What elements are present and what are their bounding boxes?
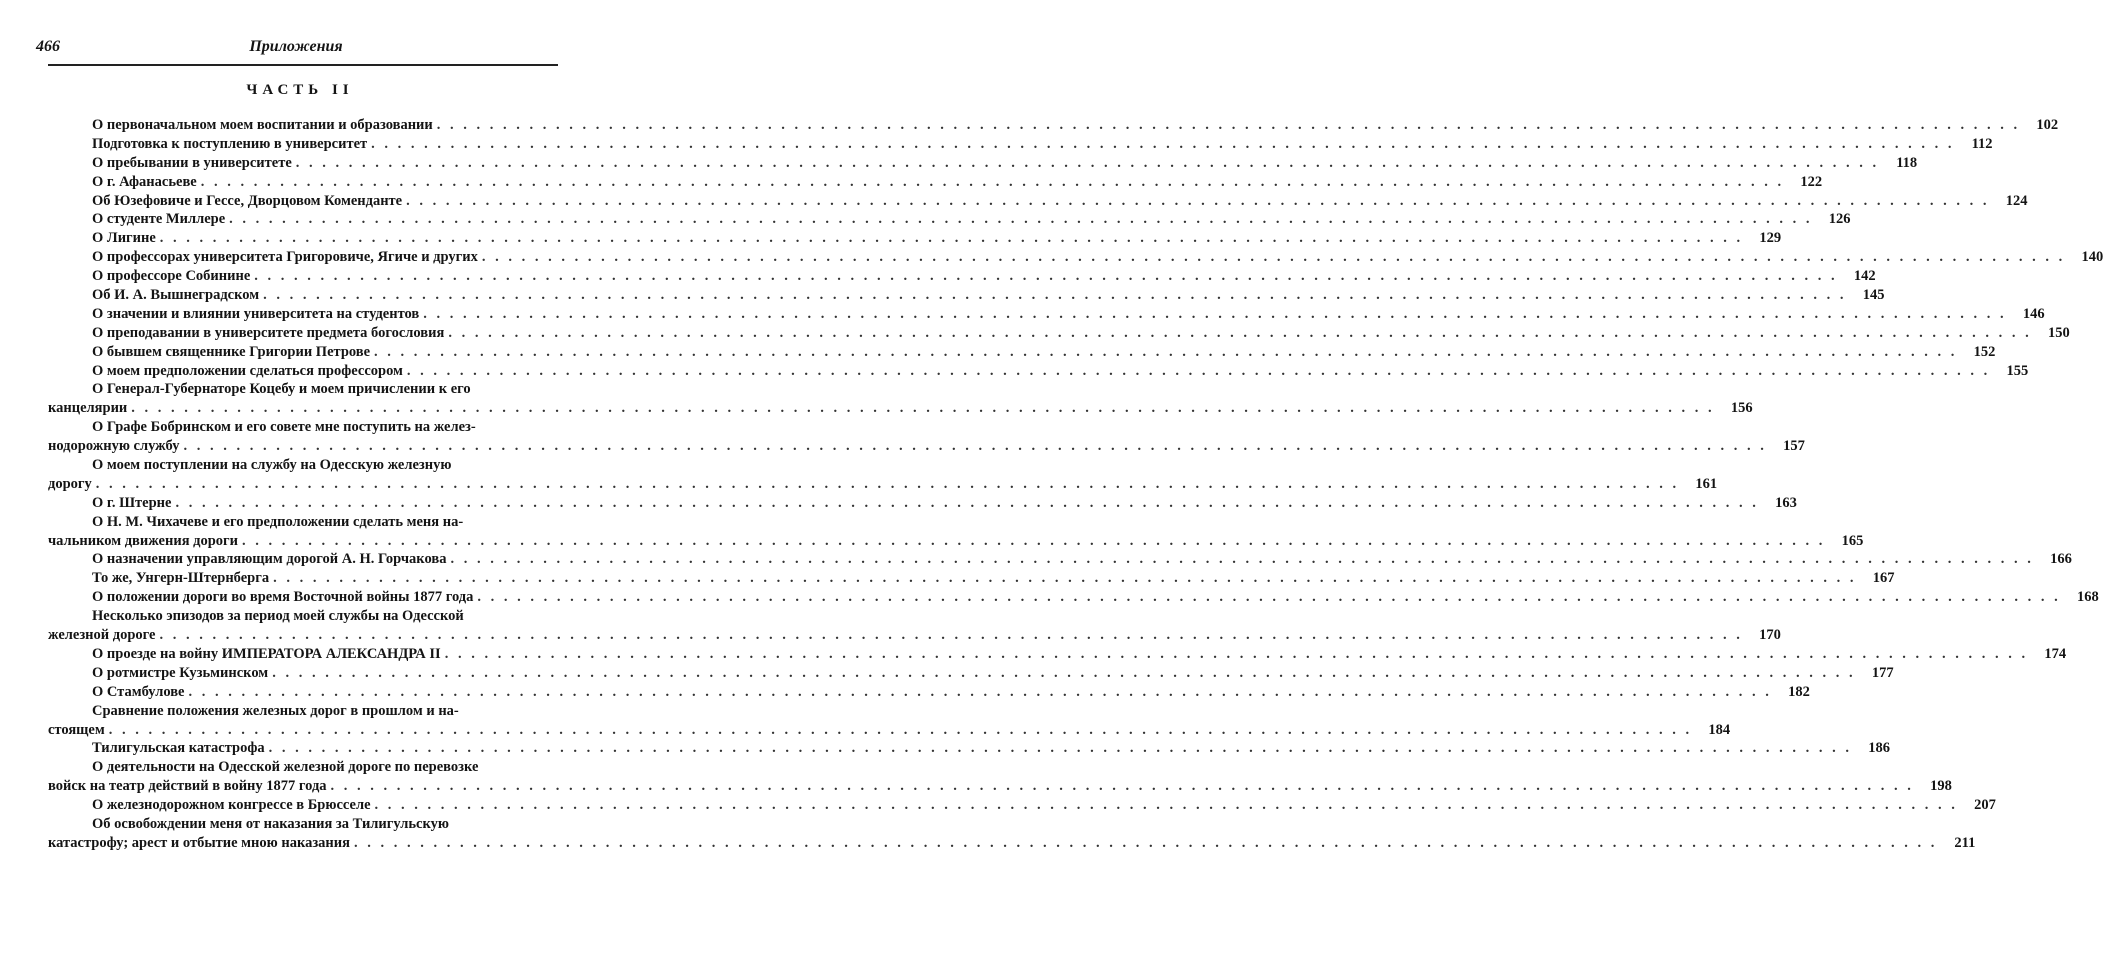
toc-entry — [48, 286, 1885, 305]
dot-leader: . . . . . . . . . . . . . . . . . . . . . . . . . . . . . . . . . . . . . . . . . . . . . . . . . . . . . . . . . . . . . . . . . . . . . . . . . . . . . . . . . . . . . . . . . . . . . . . . . . . . . . . . . . . . . . . . . . . . . . . . — [159, 627, 1743, 644]
toc-entry — [48, 758, 1952, 796]
toc-entry-title: О Графе Бобринском и его совете мне поступить на желез- — [92, 419, 476, 436]
dot-leader: . . . . . . . . . . . . . . . . . . . . . . . . . . . . . . . . . . . . . . . . . . . . . . . . . . . . . . . . . . . . . . . . . . . . . . . . . . . . . . . . . . . . . . . . . . . . . . . . . . . . . . . . . . . . . . . . . . . . . . . . — [374, 343, 1958, 360]
toc-entry-page: 167 — [1872, 570, 1895, 587]
dot-leader: . . . . . . . . . . . . . . . . . . . . . . . . . . . . . . . . . . . . . . . . . . . . . . . . . . . . . . . . . . . . . . . . . . . . . . . . . . . . . . . . . . . . . . . . . . . . . . . . . . . . . . . . . . . . . . . . . . . . . . . . — [159, 230, 1744, 247]
toc-entry-title: О преподавании в университете предмета богословия — [92, 324, 445, 341]
toc-entry — [48, 645, 2067, 664]
toc-entry — [48, 324, 2070, 343]
toc-entry-title: Сравнение положения железных дорог в прошлом и на- — [92, 702, 459, 719]
part-title: ЧАСТЬ II — [246, 82, 354, 98]
toc-entry — [48, 607, 1781, 645]
dot-leader: . . . . . . . . . . . . . . . . . . . . . . . . . . . . . . . . . . . . . . . . . . . . . . . . . . . . . . . . . . . . . . . . . . . . . . . . . . . . . . . . . . . . . . . . . . . . . . . . . . . . . . . . . . . . . . . . . . . . . . . . — [444, 645, 2029, 662]
toc-entry — [48, 588, 2099, 607]
toc-entry-page: 184 — [1708, 721, 1731, 738]
dot-leader: . . . . . . . . . . . . . . . . . . . . . . . . . . . . . . . . . . . . . . . . . . . . . . . . . . . . . . . . . . . . . . . . . . . . . . . . . . . . . . . . . . . . . . . . . . . . . . . . . . . . . . . . . . . . . . . . . . . . . . . . — [295, 154, 1880, 171]
page-number: 466 — [36, 38, 60, 55]
dot-leader: . . . . . . . . . . . . . . . . . . . . . . . . . . . . . . . . . . . . . . . . . . . . . . . . . . . . . . . . . . . . . . . . . . . . . . . . . . . . . . . . . . . . . . . . . . . . . . . . . . . . . . . . . . . . . . . . . . . . . . . . — [406, 362, 1991, 379]
toc-entry-page: 142 — [1853, 268, 1876, 285]
dot-leader: . . . . . . . . . . . . . . . . . . . . . . . . . . . . . . . . . . . . . . . . . . . . . . . . . . . . . . . . . . . . . . . . . . . . . . . . . . . . . . . . . . . . . . . . . . . . . . . . . . . . . . . . . . . . . . . . . . . . . . . . — [229, 211, 1813, 228]
toc-entry — [48, 550, 2072, 569]
toc-entry-page: 118 — [1896, 154, 1918, 171]
dot-leader: . . . . . . . . . . . . . . . . . . . . . . . . . . . . . . . . . . . . . . . . . . . . . . . . . . . . . . . . . . . . . . . . . . . . . . . . . . . . . . . . . . . . . . . . . . . . . . . . . . . . . . . . . . . . . . . . . . . . . . . . — [188, 683, 1772, 700]
dot-leader: . . . . . . . . . . . . . . . . . . . . . . . . . . . . . . . . . . . . . . . . . . . . . . . . . . . . . . . . . . . . . . . . . . . . . . . . . . . . . . . . . . . . . . . . . . . . . . . . . . . . . . . . . . . . . . . . . . . . . . . . — [371, 135, 1955, 152]
toc-entry-page: 163 — [1775, 494, 1797, 511]
dot-leader: . . . . . . . . . . . . . . . . . . . . . . . . . . . . . . . . . . . . . . . . . . . . . . . . . . . . . . . . . . . . . . . . . . . . . . . . . . . . . . . . . . . . . . . . . . . . . . . . . . . . . . . . . . . . . . . . . . . . . . . . — [450, 551, 2034, 568]
toc-entry — [48, 815, 1976, 853]
dot-leader: . . . . . . . . . . . . . . . . . . . . . . . . . . . . . . . . . . . . . . . . . . . . . . . . . . . . . . . . . . . . . . . . . . . . . . . . . . . . . . . . . . . . . . . . . . . . . . . . . . . . . . . . . . . . . . . . . . . . . . . . — [436, 117, 2021, 133]
toc-entry-page: 198 — [1930, 778, 1952, 795]
toc-entry-title: канцелярии — [48, 400, 128, 417]
toc-entry — [48, 173, 1823, 192]
toc-entry-title: О студенте Миллере — [92, 211, 226, 228]
toc-entry — [48, 380, 1753, 418]
toc-entry — [48, 135, 1993, 154]
toc-entry-page: 140 — [2081, 249, 2103, 266]
toc-entry-title: О моем поступлении на службу на Одесскую железную — [92, 457, 452, 474]
dot-leader: . . . . . . . . . . . . . . . . . . . . . . . . . . . . . . . . . . . . . . . . . . . . . . . . . . . . . . . . . . . . . . . . . . . . . . . . . . . . . . . . . . . . . . . . . . . . . . . . . . . . . . . . . . . . . . . . . . . . . . . . — [272, 664, 1856, 681]
toc-entry-title: О проезде на войну ИМПЕРАТОРА АЛЕКСАНДРА II — [92, 645, 441, 662]
running-title: Приложения — [249, 38, 343, 55]
toc-entry-page: 177 — [1871, 664, 1894, 681]
toc-entry-title: О профессорах университета Григоровиче, Ягиче и других — [92, 249, 478, 266]
toc-entry — [48, 248, 2103, 267]
toc-entry — [48, 305, 2045, 324]
toc-entry — [48, 739, 1890, 758]
toc-entry-title: О деятельности на Одесской железной дороге по перевозке — [92, 759, 479, 776]
toc-entry-title: чальником движения дороги — [48, 532, 239, 549]
dot-leader: . . . . . . . . . . . . . . . . . . . . . . . . . . . . . . . . . . . . . . . . . . . . . . . . . . . . . . . . . . . . . . . . . . . . . . . . . . . . . . . . . . . . . . . . . . . . . . . . . . . . . . . . . . . . . . . . . . . . . . . . — [108, 721, 1693, 738]
toc-entry-title: О моем предположении сделаться профессором — [92, 362, 403, 379]
toc-entry — [48, 664, 1894, 683]
toc-entry-title: О положении дороги во время Восточной войны 1877 года — [92, 589, 474, 606]
toc-entry-page: 112 — [1971, 135, 1993, 152]
dot-leader: . . . . . . . . . . . . . . . . . . . . . . . . . . . . . . . . . . . . . . . . . . . . . . . . . . . . . . . . . . . . . . . . . . . . . . . . . . . . . . . . . . . . . . . . . . . . . . . . . . . . . . . . . . . . . . . . . . . . . . . . — [254, 268, 1838, 285]
dot-leader: . . . . . . . . . . . . . . . . . . . . . . . . . . . . . . . . . . . . . . . . . . . . . . . . . . . . . . . . . . . . . . . . . . . . . . . . . . . . . . . . . . . . . . . . . . . . . . . . . . . . . . . . . . . . . . . . . . . . . . . . — [330, 778, 1914, 795]
toc-entry-title: О профессоре Собинине — [92, 268, 251, 285]
dot-leader: . . . . . . . . . . . . . . . . . . . . . . . . . . . . . . . . . . . . . . . . . . . . . . . . . . . . . . . . . . . . . . . . . . . . . . . . . . . . . . . . . . . . . . . . . . . . . . . . . . . . . . . . . . . . . . . . . . . . . . . . — [263, 287, 1847, 304]
toc-entry-title: То же, Унгерн-Штернберга — [92, 570, 270, 587]
toc-entry-title: О назначении управляющим дорогой А. Н. Горчакова — [92, 551, 447, 568]
toc-entry-page: 170 — [1759, 627, 1781, 644]
toc-entry — [48, 154, 1918, 173]
dot-leader: . . . . . . . . . . . . . . . . . . . . . . . . . . . . . . . . . . . . . . . . . . . . . . . . . . . . . . . . . . . . . . . . . . . . . . . . . . . . . . . . . . . . . . . . . . . . . . . . . . . . . . . . . . . . . . . . . . . . . . . . — [183, 438, 1767, 455]
toc-entry-title: Тилигульская катастрофа — [92, 740, 265, 757]
toc-entry — [48, 494, 1797, 513]
dot-leader: . . . . . . . . . . . . . . . . . . . . . . . . . . . . . . . . . . . . . . . . . . . . . . . . . . . . . . . . . . . . . . . . . . . . . . . . . . . . . . . . . . . . . . . . . . . . . . . . . . . . . . . . . . . . . . . . . . . . . . . . — [273, 570, 1857, 587]
toc-entry-title: О пребывании в университете — [92, 154, 292, 171]
dot-leader: . . . . . . . . . . . . . . . . . . . . . . . . . . . . . . . . . . . . . . . . . . . . . . . . . . . . . . . . . . . . . . . . . . . . . . . . . . . . . . . . . . . . . . . . . . . . . . . . . . . . . . . . . . . . . . . . . . . . . . . . — [268, 740, 1852, 757]
toc-entry-page: 102 — [2036, 117, 2059, 133]
dot-leader: . . . . . . . . . . . . . . . . . . . . . . . . . . . . . . . . . . . . . . . . . . . . . . . . . . . . . . . . . . . . . . . . . . . . . . . . . . . . . . . . . . . . . . . . . . . . . . . . . . . . . . . . . . . . . . . . . . . . . . . . — [242, 532, 1826, 549]
toc-entry-page: 166 — [2050, 551, 2072, 568]
toc-entry-title: катастрофу; арест и отбытие мною наказания — [48, 834, 350, 851]
header-rule — [48, 64, 558, 66]
toc-entry-page: 211 — [1954, 834, 1976, 851]
toc-entry-page: 165 — [1841, 532, 1864, 549]
dot-leader: . . . . . . . . . . . . . . . . . . . . . . . . . . . . . . . . . . . . . . . . . . . . . . . . . . . . . . . . . . . . . . . . . . . . . . . . . . . . . . . . . . . . . . . . . . . . . . . . . . . . . . . . . . . . . . . . . . . . . . . . — [406, 192, 1990, 209]
toc-entry-title: О первоначальном моем воспитании и образовании — [92, 117, 433, 133]
dot-leader: . . . . . . . . . . . . . . . . . . . . . . . . . . . . . . . . . . . . . . . . . . . . . . . . . . . . . . . . . . . . . . . . . . . . . . . . . . . . . . . . . . . . . . . . . . . . . . . . . . . . . . . . . . . . . . . . . . . . . . . . — [423, 305, 2007, 322]
toc-entry — [48, 683, 1810, 702]
toc-entry-title: Подготовка к поступлению в университет — [92, 135, 368, 152]
toc-entry-title: Об освобождении меня от наказания за Тилигульскую — [92, 815, 449, 832]
toc-entry — [48, 210, 1851, 229]
toc-entry-page: 156 — [1730, 400, 1753, 417]
toc-entry-page: 152 — [1973, 343, 1996, 360]
toc-entry-title: О железнодорожном конгрессе в Брюсселе — [92, 797, 371, 814]
dot-leader: . . . . . . . . . . . . . . . . . . . . . . . . . . . . . . . . . . . . . . . . . . . . . . . . . . . . . . . . . . . . . . . . . . . . . . . . . . . . . . . . . . . . . . . . . . . . . . . . . . . . . . . . . . . . . . . . . . . . . . . . — [448, 324, 2032, 341]
toc-entry-title: Об И. А. Вышнеградском — [92, 287, 260, 304]
toc-entry-title: О г. Афанасьеве — [92, 173, 197, 190]
toc-entry-page: 122 — [1800, 173, 1823, 190]
toc-entry — [48, 116, 2059, 135]
toc-entry-title: О Лигине — [92, 230, 156, 247]
toc-entry-title: О Стамбулове — [92, 683, 185, 700]
toc-entry-title: О бывшем священнике Григории Петрове — [92, 343, 371, 360]
dot-leader: . . . . . . . . . . . . . . . . . . . . . . . . . . . . . . . . . . . . . . . . . . . . . . . . . . . . . . . . . . . . . . . . . . . . . . . . . . . . . . . . . . . . . . . . . . . . . . . . . . . . . . . . . . . . . . . . . . . . . . . . — [95, 475, 1680, 492]
toc-entry-title: О Н. М. Чихачеве и его предположении сделать меня на- — [92, 513, 464, 530]
toc-entry-page: 150 — [2047, 324, 2070, 341]
toc-entry-page: 155 — [2006, 362, 2029, 379]
dot-leader: . . . . . . . . . . . . . . . . . . . . . . . . . . . . . . . . . . . . . . . . . . . . . . . . . . . . . . . . . . . . . . . . . . . . . . . . . . . . . . . . . . . . . . . . . . . . . . . . . . . . . . . . . . . . . . . . . . . . . . . . — [175, 494, 1759, 511]
toc-entry — [48, 343, 1996, 362]
toc-entry-page: 182 — [1788, 683, 1810, 700]
toc-entry-title: войск на театр действий в войну 1877 года — [48, 778, 327, 795]
toc-entry-title: железной дороге — [48, 627, 156, 644]
dot-leader: . . . . . . . . . . . . . . . . . . . . . . . . . . . . . . . . . . . . . . . . . . . . . . . . . . . . . . . . . . . . . . . . . . . . . . . . . . . . . . . . . . . . . . . . . . . . . . . . . . . . . . . . . . . . . . . . . . . . . . . . — [353, 834, 1938, 851]
toc-entry — [48, 267, 1876, 286]
toc-entry-title: нодорожную службу — [48, 438, 180, 455]
toc-entry-title: О значении и влиянии университета на студентов — [92, 305, 420, 322]
toc-entry-page: 174 — [2044, 645, 2067, 662]
toc-entry-title: О г. Штерне — [92, 494, 172, 511]
toc-entry-page: 168 — [2077, 589, 2099, 606]
dot-leader: . . . . . . . . . . . . . . . . . . . . . . . . . . . . . . . . . . . . . . . . . . . . . . . . . . . . . . . . . . . . . . . . . . . . . . . . . . . . . . . . . . . . . . . . . . . . . . . . . . . . . . . . . . . . . . . . . . . . . . . . — [131, 400, 1715, 417]
dot-leader: . . . . . . . . . . . . . . . . . . . . . . . . . . . . . . . . . . . . . . . . . . . . . . . . . . . . . . . . . . . . . . . . . . . . . . . . . . . . . . . . . . . . . . . . . . . . . . . . . . . . . . . . . . . . . . . . . . . . . . . . — [477, 589, 2061, 606]
toc-entry — [48, 796, 1996, 815]
toc-entry-title: дорогу — [48, 475, 92, 492]
toc-entry-title: О Генерал-Губернаторе Коцебу и моем причислении к его — [92, 381, 471, 398]
page-header — [36, 38, 556, 60]
table-of-contents — [48, 116, 2103, 853]
toc-entry-page: 186 — [1868, 740, 1890, 757]
toc-entry — [48, 192, 2028, 211]
dot-leader: . . . . . . . . . . . . . . . . . . . . . . . . . . . . . . . . . . . . . . . . . . . . . . . . . . . . . . . . . . . . . . . . . . . . . . . . . . . . . . . . . . . . . . . . . . . . . . . . . . . . . . . . . . . . . . . . . . . . . . . . — [374, 797, 1958, 814]
toc-entry-page: 124 — [2005, 192, 2028, 209]
toc-entry-title: стоящем — [48, 721, 105, 738]
toc-entry-page: 157 — [1783, 438, 1805, 455]
toc-entry — [48, 418, 1805, 456]
toc-entry — [48, 229, 1782, 248]
toc-entry-page: 126 — [1828, 211, 1851, 228]
toc-entry-title: Несколько эпизодов за период моей службы на Одесской — [92, 608, 464, 625]
toc-entry-page: 145 — [1862, 287, 1885, 304]
toc-entry — [48, 362, 2029, 381]
toc-entry — [48, 513, 1864, 551]
toc-entry — [48, 456, 1718, 494]
toc-entry-page: 207 — [1974, 797, 1996, 814]
toc-entry-page: 146 — [2022, 305, 2045, 322]
dot-leader: . . . . . . . . . . . . . . . . . . . . . . . . . . . . . . . . . . . . . . . . . . . . . . . . . . . . . . . . . . . . . . . . . . . . . . . . . . . . . . . . . . . . . . . . . . . . . . . . . . . . . . . . . . . . . . . . . . . . . . . . — [200, 173, 1785, 190]
toc-entry-title: О ротмистре Кузьминском — [92, 664, 269, 681]
toc-entry — [48, 569, 1895, 588]
dot-leader: . . . . . . . . . . . . . . . . . . . . . . . . . . . . . . . . . . . . . . . . . . . . . . . . . . . . . . . . . . . . . . . . . . . . . . . . . . . . . . . . . . . . . . . . . . . . . . . . . . . . . . . . . . . . . . . . . . . . . . . . — [481, 249, 2066, 266]
toc-entry-page: 129 — [1759, 230, 1782, 247]
toc-entry-page: 161 — [1695, 475, 1718, 492]
toc-entry-title: Об Юзефовиче и Гессе, Дворцовом Коменданте — [92, 192, 403, 209]
toc-entry — [48, 702, 1731, 740]
